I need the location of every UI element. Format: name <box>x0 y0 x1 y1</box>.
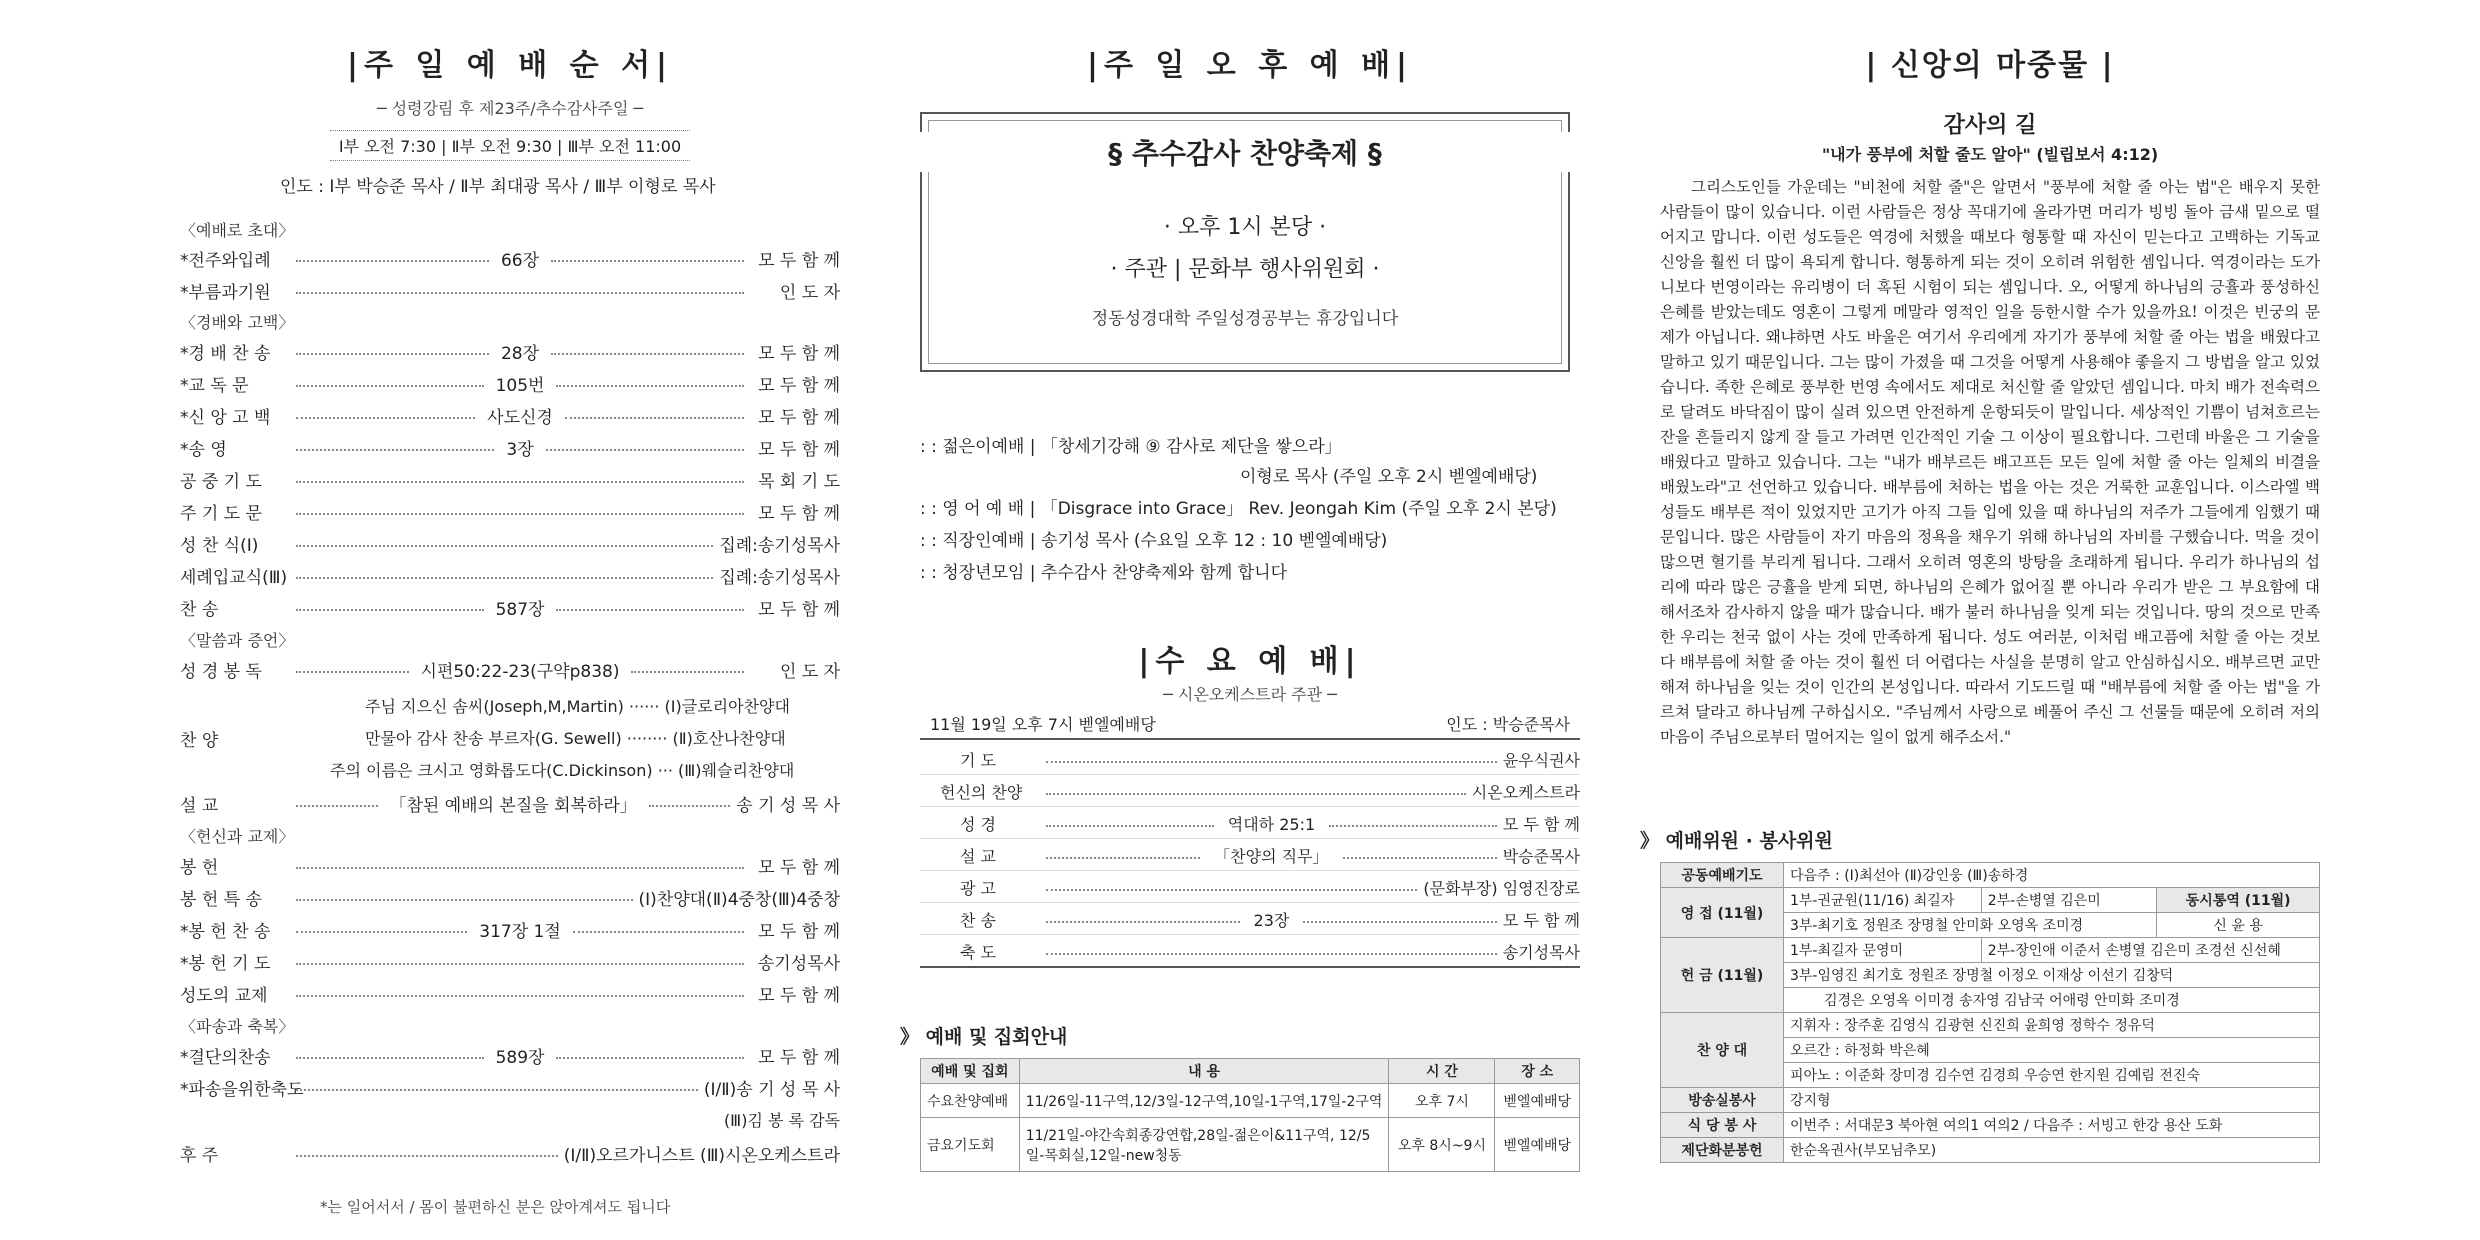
festival-title: § 추수감사 찬양축제 § <box>920 132 1570 172</box>
order-row: 봉 헌 특 송 (Ⅰ)찬양대(Ⅱ)4중창(Ⅲ)4중창 <box>180 889 840 910</box>
youth-worship: : : 젊은이예배 | 「창세기강해 ⑨ 감사로 제단을 쌓으라」 <box>920 437 1342 457</box>
youth-worship-detail: 이형로 목사 (주일 오후 2시 벧엘예배당) <box>1240 467 1538 487</box>
worship-order-title: |주 일 예 배 순 서| <box>346 48 673 83</box>
wednesday-subtitle: ─ 시온오케스트라 주관 ─ <box>1163 685 1337 704</box>
order-row: *교 독 문 105번 모 두 함 께 <box>180 370 840 396</box>
anthem-second: 만물아 감사 찬송 부르자(G. Sewell) ········ (Ⅱ)호산나찬양대 <box>365 729 786 748</box>
wednesday-row: 광 고 (문화부장) 임영진장로 <box>920 872 1580 903</box>
order-row: *봉 헌 기 도 송기성목사 <box>180 953 840 974</box>
order-row: 성도의 교제 모 두 함 께 <box>180 985 840 1006</box>
festival-time: · 오후 1시 본당 · <box>1163 215 1327 240</box>
order-row: 주 기 도 문 모 두 함 께 <box>180 503 840 524</box>
order-row: *전주와입례 66장 모 두 함 께 <box>180 245 840 271</box>
table-row: 방송실봉사 강지형 <box>1661 1088 2320 1113</box>
service-leaders: 인도 : Ⅰ부 박승준 목사 / Ⅱ부 최대광 목사 / Ⅲ부 이형로 목사 <box>280 177 716 197</box>
meeting-info-title: 》 예배 및 집회안내 <box>900 1026 1068 1048</box>
order-row: *파송을위한축도 (Ⅰ/Ⅱ)송 기 성 목 사 <box>180 1079 840 1100</box>
afternoon-worship-column <box>900 0 1600 1240</box>
wednesday-title: |수 요 예 배| <box>1138 644 1362 679</box>
order-row: 공 중 기 도 목 회 기 도 <box>180 471 840 492</box>
meeting-info-table <box>920 1058 1580 1172</box>
table-header: 예배 및 집회 <box>921 1059 1020 1084</box>
order-row: 후 주 (Ⅰ/Ⅱ)오르가니스트 (Ⅲ)시온오케스트라 <box>180 1145 840 1166</box>
order-row: *경 배 찬 송 28장 모 두 함 께 <box>180 338 840 364</box>
anthem-first: 주님 지으신 솜씨(Joseph,M,Martin) ······ (Ⅰ)글로리아찬양대 <box>365 697 790 716</box>
wednesday-row: 축 도 송기성목사 <box>920 936 1580 968</box>
order-row: *신 앙 고 백 사도신경 모 두 함 께 <box>180 402 840 428</box>
wednesday-row: 기 도 윤우식권사 <box>920 744 1580 775</box>
category-invitation: 〈예배로 초대〉 <box>180 221 295 240</box>
essay-verse: "내가 풍부에 처할 줄도 알아" (빌립보서 4:12) <box>1821 145 2159 164</box>
wednesday-time: 11월 19일 오후 7시 벧엘예배당 <box>930 715 1156 734</box>
table-row: 제단화분봉헌 한순옥권사(부모님추모) <box>1661 1138 2320 1163</box>
sermon-row: 설 교 「참된 예배의 본질을 회복하라」 송 기 성 목 사 <box>180 790 840 816</box>
category-devotion: 〈헌신과 교제〉 <box>180 827 295 846</box>
anthem-label: 찬 양 <box>180 731 219 751</box>
office-worship: : : 직장인예배 | 송기성 목사 (수요일 오후 12 : 10 벧엘예배당) <box>920 531 1388 551</box>
faith-column <box>1640 0 2340 1240</box>
benediction-third: (Ⅲ)김 봉 록 감독 <box>723 1111 840 1130</box>
standing-note: *는 일어서서 / 몸이 불편하신 분은 앉아계셔도 됩니다 <box>320 1198 671 1216</box>
festival-host: · 주관 | 문화부 행사위원회 · <box>1110 257 1380 282</box>
faith-title: | 신앙의 마중물 | <box>1865 48 2115 83</box>
order-row: 성 경 봉 독 시편50:22-23(구약p838) 인 도 자 <box>180 656 840 682</box>
order-row: 봉 헌 모 두 함 께 <box>180 857 840 878</box>
table-row: 김경은 오영옥 이미경 송자영 김남국 어애령 안미화 조미경 <box>1661 988 2320 1013</box>
wednesday-divider <box>920 738 1580 740</box>
table-row: 3부-최기호 정원조 장명철 안미화 오영옥 조미경 신 윤 용 <box>1661 913 2320 938</box>
table-row: 식 당 봉 사 이번주 : 서대문3 북아현 여의1 여의2 / 다음주 : 서빙고 한강 용산 도화 <box>1661 1113 2320 1138</box>
staff-title: 》 예배위원 · 봉사위원 <box>1640 830 1833 852</box>
order-row: 성 찬 식(Ⅰ) 집례:송기성목사 <box>180 535 840 556</box>
wednesday-leader: 인도 : 박승준목사 <box>1446 715 1570 734</box>
essay-body: 그리스도인들 가운데는 "비천에 처할 줄"은 알면서 "풍부에 처할 줄 아는 법"은 배우지 못한 사람들이 많이 있습니다. 이런 사람들은 정상 꼭대기에 올라가면 머리가 빙빙 돌아 금새 밑으로 떨어지고 맙니다. 이런 성도들은 역경에 처했을 때보다 형통할 때 자신이 믿는다고 고백하는 기독교 신앙을 훨씬 더 많이 욕되게 합니다. 형통하게 되는 것이 오히려 위험한 셈입니다. 역경이라는 도가니보다 번영이라는 유리병이 더 혹된 시험이 되는 셈입니다. 오, 어떻게 하나님의 긍휼과 풍성하신 은혜를 받았는데도 영혼이 그렇게 메말라 영적인 일을 등한시할 수가 있을까요! 이것은 빈궁의 문제가 아닙니다. 왜냐하면 사도 바울은 여기서 우리에게 자기가 풍부에 처할 줄 아는 법을 배웠다고 말하고 있기 때문입니다. 그는 많이 가졌을 때 그것을 어떻게 사용해야 좋을지 그 방법을 알고 있었습니다. 족한 은혜로 풍부한 번영 속에서도 제대로 처신할 줄 알았던 셈입니다. 마치 배가 전속력으로 달려도 바닥짐이 많이 실려 있으면 안전하게 운항되듯이 말입니다. 세상적인 기쁨이 넘쳐흐르는 잔을 흔들리지 않게 잘 들고 가려면 인간적인 기술 그 이상이 필요합니다. 그런데 바울은 그 기술을 배웠다고 말하고 있습니다. 그는 "내가 배부르든 배고프든 모든 일에 처할 줄 아는 일체의 비결을 배웠노라"고 선언하고 있습니다. 배부름에 처하는 법을 아는 것은 거룩한 교훈입니다. 이스라엘 백성들도 배부른 적이 있었지만 고기가 아직 그들 입에 있을 때 하나님의 저주가 그들에게 임했기 때문입니다. 많은 사람들이 자기 마음의 정욕을 채우기 위해 하나님의 자비를 구했습니다. 먹을 것이 많으면 혈기를 부리게 됩니다. 그래서 오히려 영혼의 방탕을 초래하게 됩니다. 우리가 하나님의 섭리에 따라 많은 긍휼을 받게 되면, 하나님의 은혜가 없어질 뿐 아니라 우리가 받은 그 부요함에 대해서조차 감사하지 않을 때가 많습니다. 배가 불러 하나님을 잊게 되는 것입니다. 땅의 것으로 만족한 우리는 천국 없이 사는 것에 만족하게 됩니다. 성도 여러분, 이처럼 배고픔에 처할 줄 아는 것보다 배부름에 처할 줄 아는 것이 훨씬 더 어렵다는 사실을 분명히 알고 안심하십시오. 배부르면 교만해져 하나님을 잊는 것이 인간의 본성입니다. 따라서 기도드릴 때 "배부름에 처할 줄 아는 법"을 가르쳐 달라고 하나님께 구하십시오. "주님께서 사랑으로 베풀어 주신 그 선물들 때문에 오히려 저의 마음이 주님으로부터 멀어지는 일이 없게 해주소서." <box>1660 178 2320 746</box>
category-worship: 〈경배와 고백〉 <box>180 313 295 332</box>
wednesday-row: 설 교 「찬양의 직무」 박승준목사 <box>920 840 1580 871</box>
table-row: 수요찬양예배 11/26일-11구역,12/3일-12구역,10일-1구역,17일-2구역 오후 7시 벧엘예배당 <box>921 1084 1580 1118</box>
table-row: 금요기도회 11/21일-야간속회종강연합,28일-젊은이&11구역, 12/5일-목회실,12일-new청동 오후 8시~9시 벧엘예배당 <box>921 1118 1580 1172</box>
table-row: 3부-임영진 최기호 정원조 장명철 이정오 이재상 이선기 김창덕 <box>1661 963 2320 988</box>
service-times: Ⅰ부 오전 7:30 | Ⅱ부 오전 9:30 | Ⅲ부 오전 11:00 <box>330 130 690 161</box>
order-row: *봉 헌 찬 송 317장 1절 모 두 함 께 <box>180 916 840 942</box>
table-row: 공동예배기도 다음주 : (Ⅰ)최선아 (Ⅱ)강인웅 (Ⅲ)송하경 <box>1661 863 2320 888</box>
category-word: 〈말씀과 증언〉 <box>180 631 295 650</box>
afternoon-title: |주 일 오 후 예 배| <box>1086 48 1413 83</box>
table-header: 시 간 <box>1389 1059 1495 1084</box>
table-row: 찬 양 대 지휘자 : 장주훈 김영식 김광현 신진희 윤희영 정학수 정유덕 <box>1661 1013 2320 1038</box>
anthem-third: 주의 이름은 크시고 영화롭도다(C.Dickinson) ··· (Ⅲ)웨슬리찬양대 <box>330 761 795 780</box>
order-row: *송 영 3장 모 두 함 께 <box>180 434 840 460</box>
english-worship: : : 영 어 예 배 | 「Disgrace into Grace」 Rev. Jeongah Kim (주일 오후 2시 본당) <box>920 499 1557 519</box>
worship-subtitle: ─ 성령강림 후 제23주/추수감사주일 ─ <box>376 99 644 118</box>
table-row: 헌 금 (11월) 1부-최길자 문영미 2부-장인애 이준서 손병열 김은미 조경선 신선혜 <box>1661 938 2320 963</box>
wednesday-row: 성 경 역대하 25:1 모 두 함 께 <box>920 808 1580 839</box>
table-row: 피아노 : 이준화 장미경 김수연 김경희 우승연 한지원 김예림 전진숙 <box>1661 1063 2320 1088</box>
wednesday-row: 헌신의 찬양 시온오케스트라 <box>920 776 1580 807</box>
staff-table <box>1660 862 2320 1163</box>
order-row: *부름과기원 인 도 자 <box>180 282 840 303</box>
bible-college-note: 정동성경대학 주일성경공부는 휴강입니다 <box>1091 309 1399 329</box>
table-header: 내 용 <box>1019 1059 1389 1084</box>
essay-heading: 감사의 길 <box>1943 113 2037 138</box>
adult-meeting: : : 청장년모임 | 추수감사 찬양축제와 함께 합니다 <box>920 563 1288 583</box>
order-row: 세례입교식(Ⅲ) 집례:송기성목사 <box>180 567 840 588</box>
category-sending: 〈파송과 축복〉 <box>180 1017 295 1036</box>
table-row: 오르간 : 하정화 박은혜 <box>1661 1038 2320 1063</box>
table-row: 영 접 (11월) 1부-권균원(11/16) 최길자 2부-손병열 김은미 동시통역 (11월) <box>1661 888 2320 913</box>
order-row: 찬 송 587장 모 두 함 께 <box>180 594 840 620</box>
wednesday-row: 찬 송 23장 모 두 함 께 <box>920 904 1580 935</box>
table-header: 장 소 <box>1495 1059 1580 1084</box>
order-row: *결단의찬송 589장 모 두 함 께 <box>180 1042 840 1068</box>
worship-order-column <box>180 0 840 1240</box>
